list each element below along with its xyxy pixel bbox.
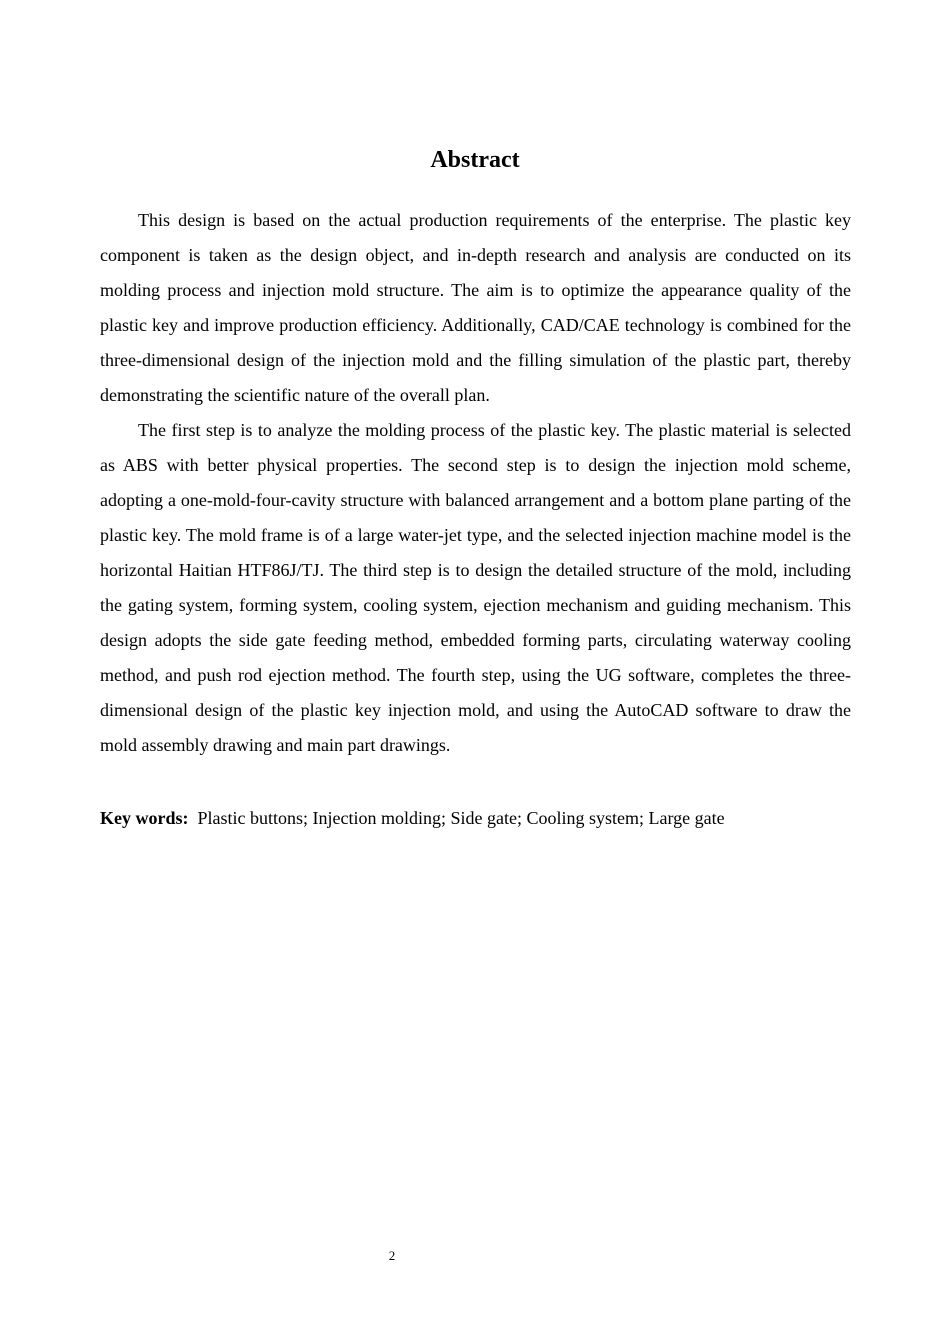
abstract-paragraph-2: The first step is to analyze the molding process of the plastic key. The plastic material is selected as ABS with better physical properties. The second step is to design the injection mold scheme, adopting a one-mold-four-cavity structure with balanced arrangement and a bottom plane parting of the plastic key. The mold frame is of a large water-jet type, and the selected injection machine model is the horizontal Haitian HTF86J/TJ. The third step is to design the detailed structure of the mold, including the gating system, forming system, cooling system, ejection mechanism and guiding mechanism. This design adopts the side gate feeding method, embedded forming parts, circulating waterway cooling method, and push rod ejection method. The fourth step, using the UG software, completes the three-dimensional design of the plastic key injection mold, and using the AutoCAD software to draw the mold assembly drawing and main part drawings. (100, 420, 851, 755)
keywords-line (100, 801, 851, 836)
page-title: Abstract (430, 147, 520, 173)
abstract-paragraph-1: This design is based on the actual production requirements of the enterprise. The plastic key component is taken as the design object, and in-depth research and analysis are conducted on its molding process and injection mold structure. The aim is to optimize the appearance quality of the plastic key and improve production efficiency. Additionally, CAD/CAE technology is combined for the three-dimensional design of the injection mold and the filling simulation of the plastic part, thereby demonstrating the scientific nature of the overall plan. (100, 210, 851, 405)
page-number: 2 (388, 1248, 396, 1263)
keywords-list: Plastic buttons; Injection molding; Side gate; Cooling system; Large gate (197, 808, 725, 828)
abstract-body (100, 203, 851, 763)
keywords-label: Key words: (100, 808, 189, 828)
